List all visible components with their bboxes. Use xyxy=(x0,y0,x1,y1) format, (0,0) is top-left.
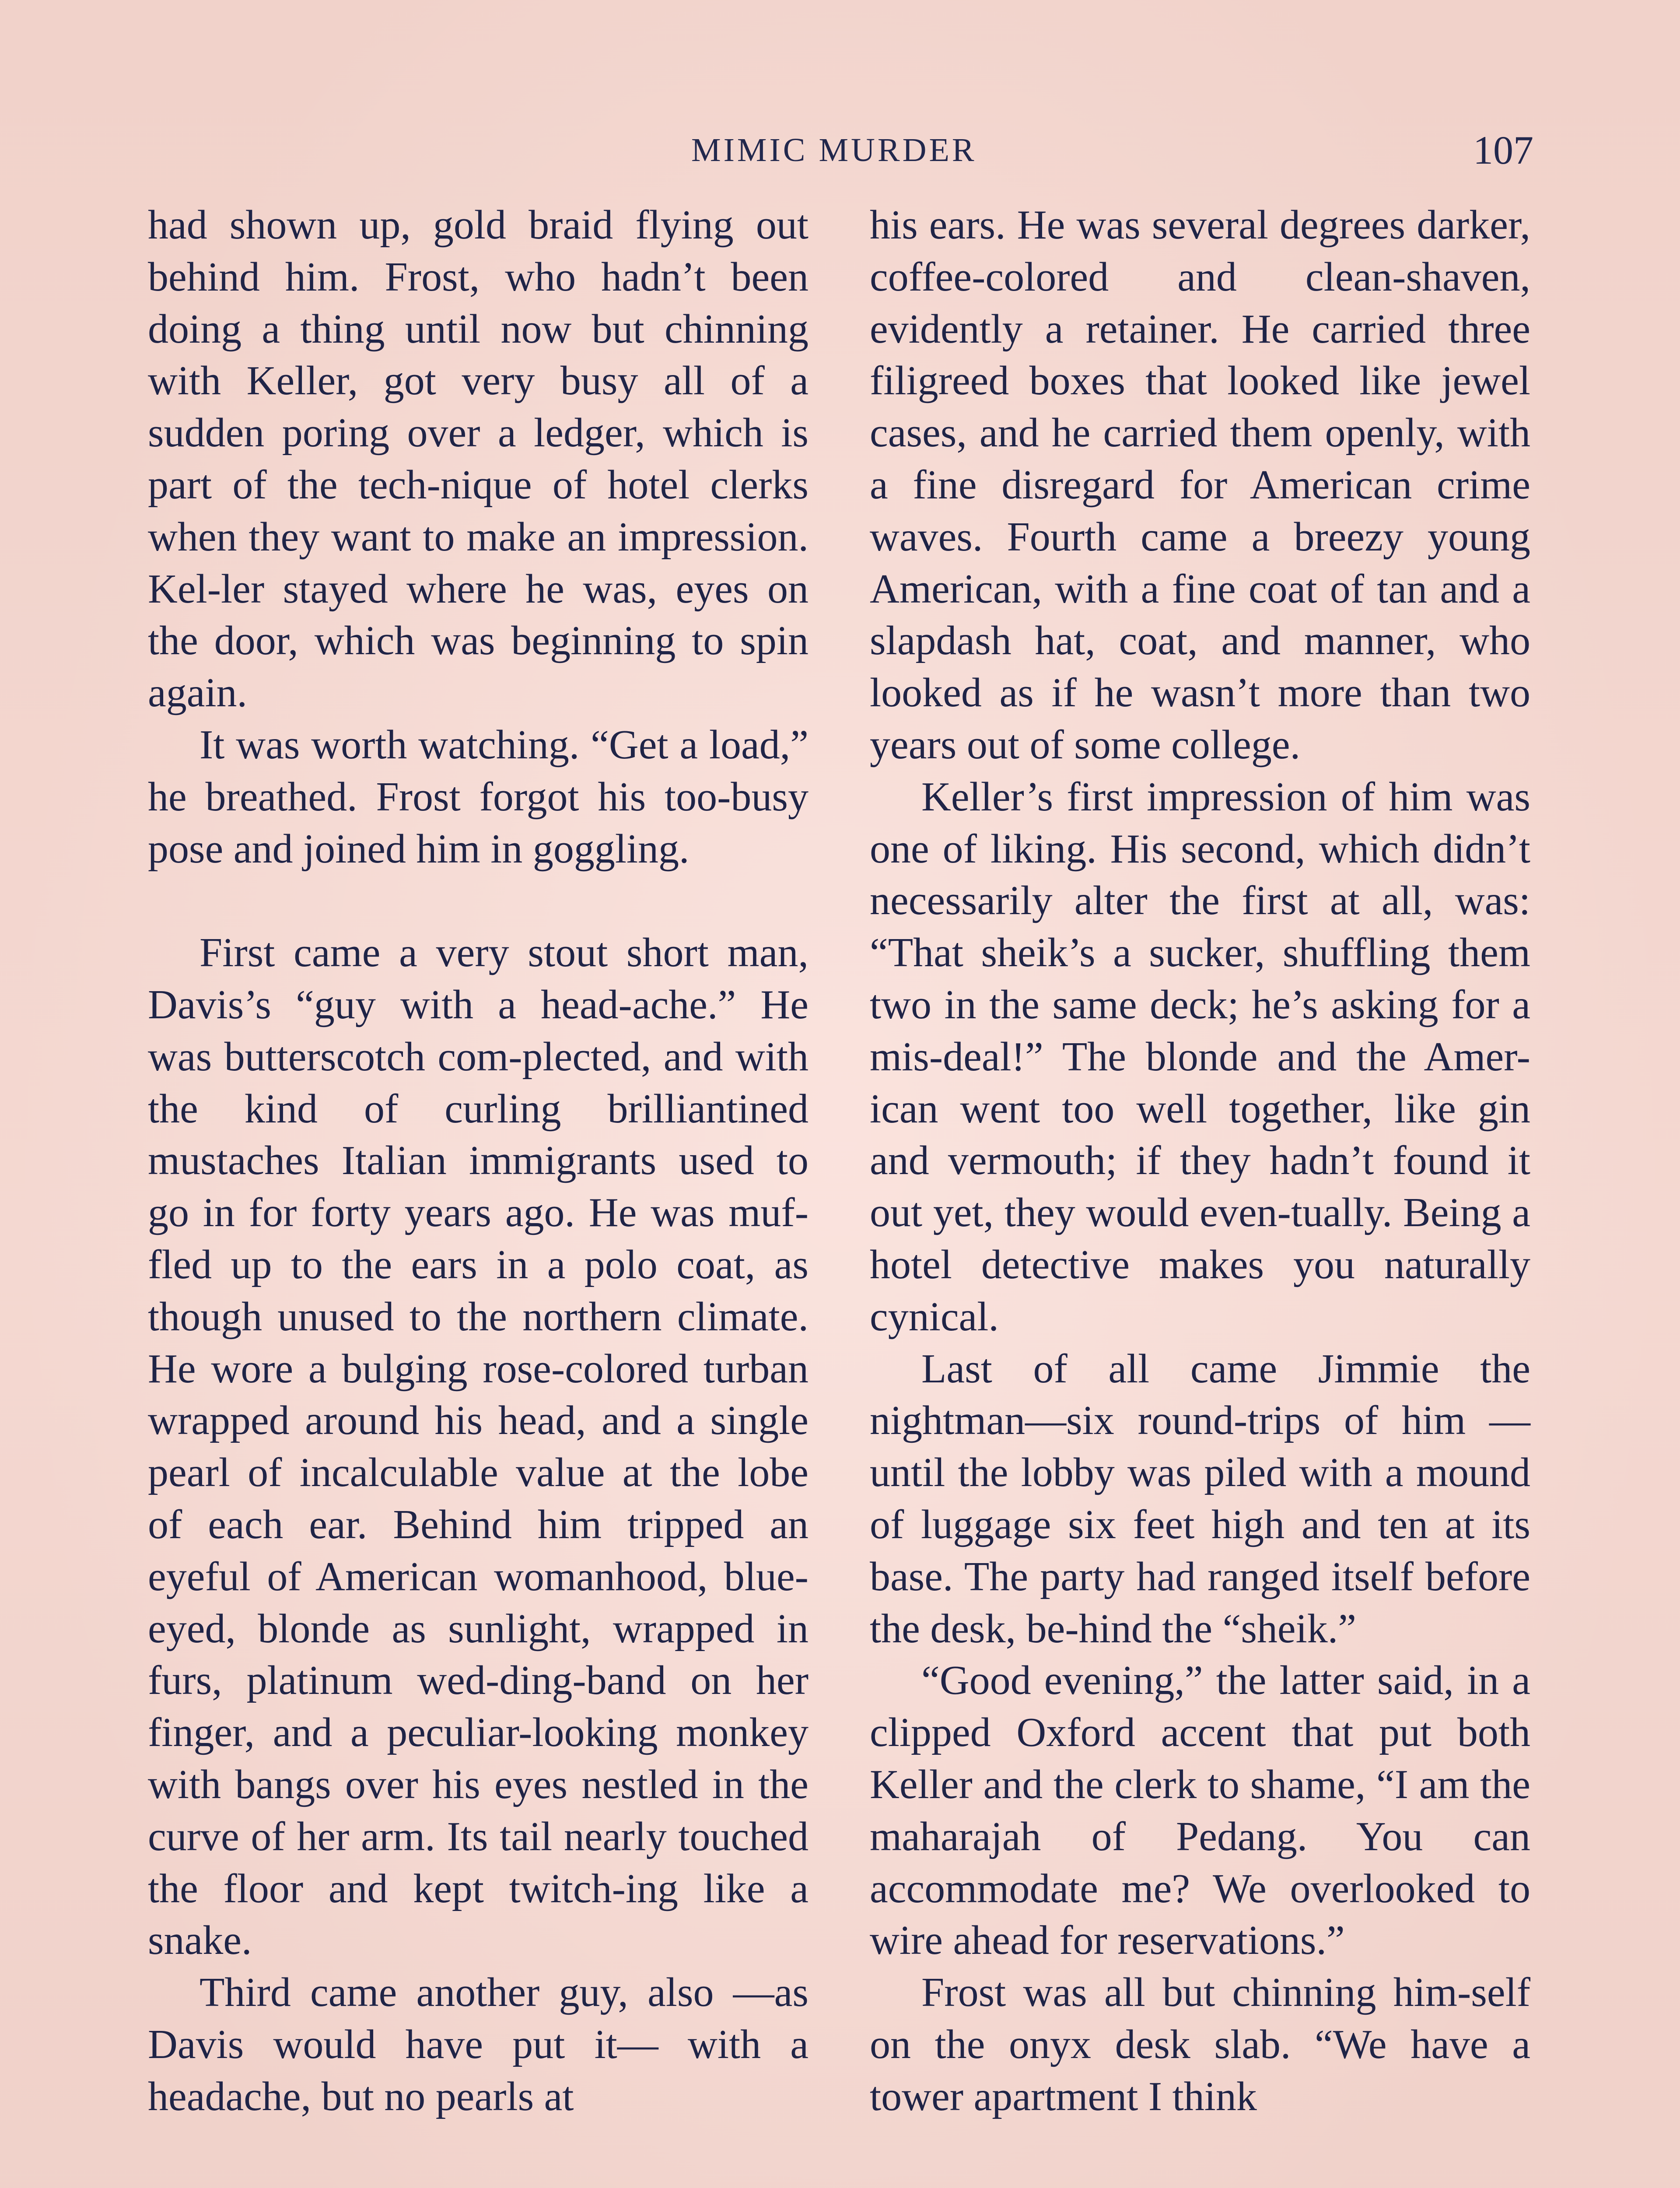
page-number: 107 xyxy=(1473,128,1533,172)
paragraph: Third came another guy, also —as Davis would have put it— with a headache, but no pearls at xyxy=(148,1970,808,2119)
right-text-column xyxy=(870,199,1530,2122)
paragraph: Frost was all but chinning him-self on the onyx desk slab. “We have a tower apartment I think xyxy=(870,1970,1530,2119)
paragraph: Last of all came Jimmie the nightman—six round-trips of him —until the lobby was piled with a mound of luggage six feet high and ten at its base. The party had ranged itself before the desk, be-hind the “sheik.” xyxy=(870,1346,1530,1652)
section-break xyxy=(148,875,808,927)
paragraph: had shown up, gold braid flying out behind him. Frost, who hadn’t been doing a thing until now but chinning with Keller, got very busy all of a sudden poring over a ledger, which is part of the tech-nique of hotel clerks when they want to make an impression. Kel-ler stayed where he was, eyes on the door, which was beginning to spin again. xyxy=(148,202,808,716)
paragraph: First came a very stout short man, Davis’s “guy with a head-ache.” He was butterscotch com-plected, and with the kind of curling brilliantined mustaches Italian immigrants used to go in for forty years ago. He was muf-fled up to the ears in a polo coat, as though unused to the northern climate. He wore a bulging rose-colored turban wrapped around his head, and a single pearl of incalculable value at the lobe of each ear. Behind him tripped an eyeful of American womanhood, blue-eyed, blonde as sunlight, wrapped in furs, platinum wed-ding-band on her finger, and a peculiar-looking monkey with bangs over his eyes nestled in the curve of her arm. Its tail nearly touched the floor and kept twitch-ing like a snake. xyxy=(148,930,808,1964)
paragraph: It was worth watching. “Get a load,” he breathed. Frost forgot his too-busy pose and joined him in goggling. xyxy=(148,722,808,872)
paragraph: Keller’s first impression of him was one of liking. His second, which didn’t necessarily alter the first at all, was: “That sheik’s a sucker, shuffling them two in the same deck; he’s asking for a mis-deal!” The blonde and the Amer-ican went too well together, like gin and vermouth; if they hadn’t found it out yet, they would even-tually. Being a hotel detective makes you naturally cynical. xyxy=(870,774,1530,1339)
left-text-column xyxy=(148,199,808,2122)
paragraph: his ears. He was several degrees darker, coffee-colored and clean-shaven, evidently a retainer. He carried three filigreed boxes that looked like jewel cases, and he carried them openly, with a fine disregard for American crime waves. Fourth came a breezy young American, with a fine coat of tan and a slapdash hat, coat, and manner, who looked as if he wasn’t more than two years out of some college. xyxy=(870,202,1530,768)
paragraph: “Good evening,” the latter said, in a clipped Oxford accent that put both Keller and the clerk to shame, “I am the maharajah of Pedang. You can accommodate me? We overlooked to wire ahead for reservations.” xyxy=(870,1658,1530,1964)
running-title: MIMIC MURDER xyxy=(691,132,977,168)
